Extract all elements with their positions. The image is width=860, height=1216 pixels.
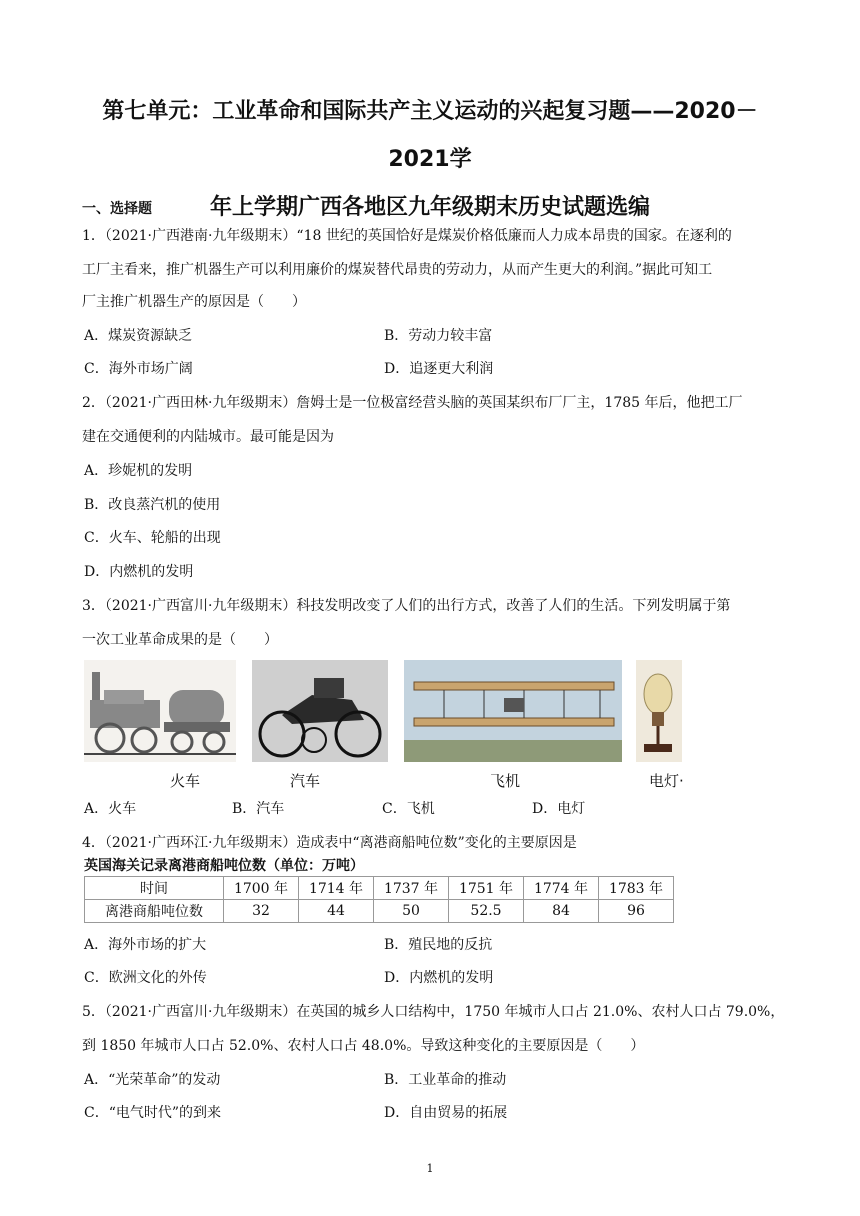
q3-line-2: 一次工业革命成果的是（ ）: [82, 632, 278, 648]
q3-option-c: C．飞机: [382, 801, 435, 817]
light-bulb-image: [636, 660, 682, 762]
q1-line-2: 工厂主看来，推广机器生产可以利用廉价的煤炭替代昂贵的劳动力，从而产生更大的利润。”据此可知工: [82, 262, 713, 278]
document-title: [80, 88, 780, 232]
ship-tonnage-table: [84, 876, 674, 923]
q5-option-d: D．自由贸易的拓展: [384, 1105, 508, 1121]
q2-option-b: B．改良蒸汽机的使用: [84, 497, 221, 513]
q4-option-d: D．内燃机的发明: [384, 970, 494, 986]
q3-option-a: A．火车: [84, 801, 137, 817]
table-cell: 1774 年: [524, 877, 599, 900]
title-line-1: 第七单元：工业革命和国际共产主义运动的兴起复习题——2020－2021学: [102, 99, 758, 172]
title-line-2: 年上学期广西各地区九年级期末历史试题选编: [209, 195, 650, 220]
airplane-image: [404, 660, 622, 762]
q5-option-b: B．工业革命的推动: [384, 1072, 507, 1088]
q1-option-c: C．海外市场广阔: [84, 361, 193, 377]
table-cell: 1737 年: [374, 877, 449, 900]
car-image: [252, 660, 388, 762]
train-image: [84, 660, 236, 762]
table-row: [85, 900, 674, 923]
q3-image-strip: [84, 660, 684, 790]
q5-line-1: 5．（2021·广西富川·九年级期末）在英国的城乡人口结构中，1750 年城市人口占 21.0%、农村人口占 79.0%，: [82, 1004, 785, 1020]
q1-line-3: 厂主推广机器生产的原因是（ ）: [82, 294, 306, 310]
table-cell: 1714 年: [299, 877, 374, 900]
q2-option-a: A．珍妮机的发明: [84, 463, 193, 479]
table-cell: 84: [524, 900, 599, 923]
table-cell: 1751 年: [449, 877, 524, 900]
table-cell: 32: [224, 900, 299, 923]
q4-option-c: C．欧洲文化的外传: [84, 970, 207, 986]
q2-option-d: D．内燃机的发明: [84, 564, 194, 580]
q1-option-a: A．煤炭资源缺乏: [84, 328, 193, 344]
q4-line-1: 4．（2021·广西环江·九年级期末）造成表中“离港商船吨位数”变化的主要原因是: [82, 835, 577, 851]
table-row: [85, 877, 674, 900]
q3-option-b: B．汽车: [232, 801, 285, 817]
q4-table-caption: 英国海关记录离港商船吨位数（单位：万吨）: [84, 858, 364, 874]
page-number: 1: [426, 1162, 434, 1175]
car-caption: 汽车: [290, 772, 321, 790]
q5-option-c: C．“电气时代”的到来: [84, 1105, 222, 1121]
q1-option-b: B．劳动力较丰富: [384, 328, 493, 344]
table-cell: 50: [374, 900, 449, 923]
q1-line-1: 1．（2021·广西港南·九年级期末）“18 世纪的英国恰好是煤炭价格低廉而人力成本昂贵的国家。在逐利的: [82, 228, 732, 244]
section-heading: 一、选择题: [82, 201, 152, 217]
light-bulb-caption: 电灯·: [649, 772, 684, 790]
table-cell: 1783 年: [599, 877, 674, 900]
table-header-cell: 时间: [85, 877, 224, 900]
q2-line-1: 2．（2021·广西田林·九年级期末）詹姆士是一位极富经营头脑的英国某织布厂厂主，1785 年后，他把工厂: [82, 395, 743, 411]
q2-option-c: C．火车、轮船的出现: [84, 530, 221, 546]
q5-line-2: 到 1850 年城市人口占 52.0%、农村人口占 48.0%。导致这种变化的主要原因是（ ）: [82, 1038, 645, 1054]
table-cell: 52.5: [449, 900, 524, 923]
airplane-caption: 飞机: [490, 772, 521, 790]
q4-option-b: B．殖民地的反抗: [384, 937, 493, 953]
q1-option-d: D．追逐更大利润: [384, 361, 494, 377]
q4-option-a: A．海外市场的扩大: [84, 937, 207, 953]
table-cell: 1700 年: [224, 877, 299, 900]
q3-option-d: D．电灯: [532, 801, 586, 817]
train-caption: 火车: [170, 772, 201, 790]
q5-option-a: A．“光荣革命”的发动: [84, 1072, 221, 1088]
q3-line-1: 3．（2021·广西富川·九年级期末）科技发明改变了人们的出行方式，改善了人们的生活。下列发明属于第: [82, 598, 731, 614]
table-cell: 96: [599, 900, 674, 923]
table-header-cell: 离港商船吨位数: [85, 900, 224, 923]
q2-line-2: 建在交通便利的内陆城市。最可能是因为: [82, 429, 334, 445]
table-cell: 44: [299, 900, 374, 923]
